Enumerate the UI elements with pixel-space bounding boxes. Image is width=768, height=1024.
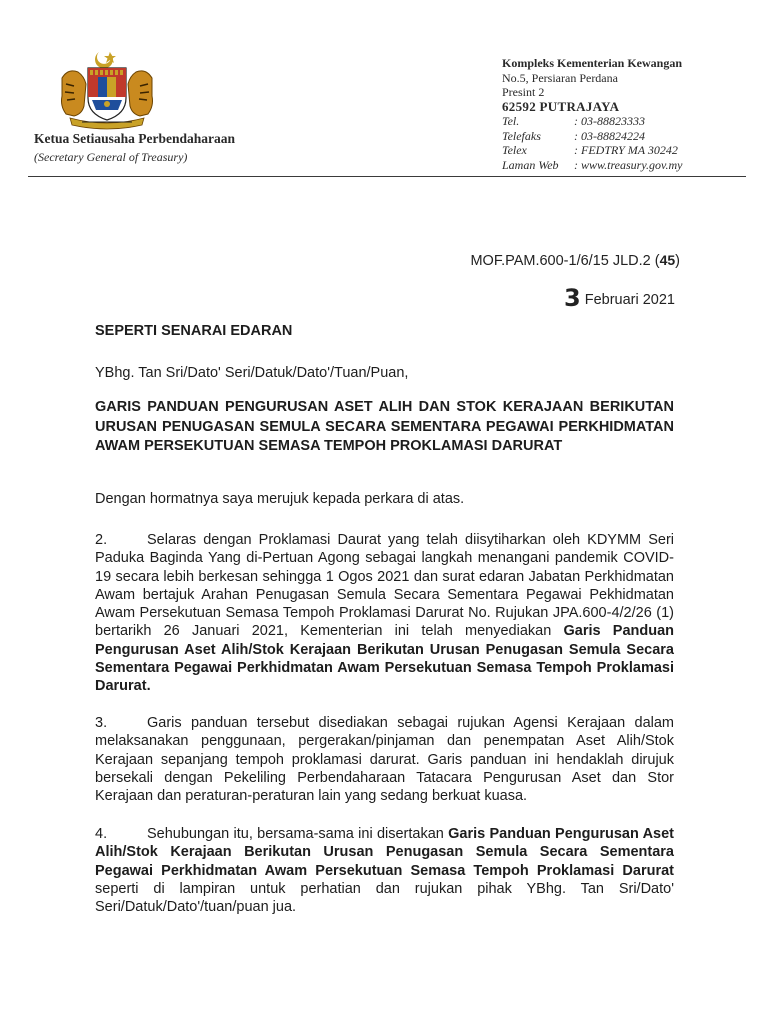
paragraph-number: 3. — [95, 715, 108, 731]
coat-of-arms-icon — [52, 48, 162, 130]
contact-row-tel — [502, 114, 682, 129]
address-line-1: Kompleks Kementerian Kewangan — [502, 56, 682, 70]
salutation: YBhg. Tan Sri/Dato' Seri/Datuk/Dato'/Tuan/Puan, — [95, 365, 409, 381]
address-line-2: No.5, Persiaran Perdana — [502, 70, 618, 85]
reference-prefix: MOF.PAM.600-1/6/15 JLD.2 ( — [470, 253, 660, 269]
recipient: SEPERTI SENARAI EDARAN — [95, 323, 293, 339]
contact-label: Telefaks — [502, 128, 541, 143]
opening-line: Dengan hormatnya saya merujuk kepada perkara di atas. — [95, 491, 465, 507]
contact-label: Telex — [502, 143, 527, 157]
contact-value: : 03-88823333 — [574, 114, 645, 128]
letterhead-divider — [28, 176, 746, 177]
paragraph-3 — [95, 714, 674, 805]
paragraph-bold-text: Garis Panduan Pengurusan Aset Alih/Stok Kerajaan Berikutan Urusan Penugasan Semula Secara Sementara Pegawai Perkhidmatan Awam Persekutuan Semasa Tempoh Proklamasi Darurat — [95, 826, 674, 879]
letterhead-org-name: Ketua Setiausaha Perbendaharaan — [34, 131, 236, 146]
contact-value: : FEDTRY MA 30242 — [574, 143, 678, 157]
paragraph-number: 4. — [95, 826, 108, 842]
contact-label: Tel. — [502, 114, 520, 128]
address-line-3: Presint 2 — [502, 85, 545, 99]
paragraph-2 — [95, 531, 674, 696]
paragraph-text: Selaras dengan Proklamasi Daurat yang telah diisytiharkan oleh KDYMM Seri Paduka Baginda Yang di-Pertuan Agong sebagai langkah menangani pandemik COVID-19 secara lebih berkesan sehingga 1 Ogos 2021 dan surat edaran Jabatan Perkhidmatan Awam bertajuk Arahan Penugasan Semula Secara Sementara Pegawai Pekhidmatan Awam Persekutuan Semasa Tempoh Proklamasi Darurat No. Rujukan JPA.600-4/2/26 (1) bertarikh 26 Januari 2021, Kementerian ini telah menyediakan — [95, 532, 674, 640]
date-day-handwritten: 3 — [564, 284, 581, 312]
paragraph-text: seperti di lampiran untuk perhatian dan rujukan pihak YBhg. Tan Sri/Dato' Seri/Datuk/Dato'/tuan/puan jua. — [95, 880, 674, 916]
reference-handwritten-number: 45 — [659, 252, 676, 268]
date-month-year: Februari 2021 — [584, 292, 675, 308]
paragraph-4 — [95, 825, 674, 916]
contact-label: Laman Web — [502, 157, 559, 172]
paragraph-number: 2. — [95, 532, 108, 548]
address-postcode-city: 62592 PUTRAJAYA — [502, 98, 620, 114]
contact-row-fax — [502, 129, 682, 144]
contact-value: : 03-88824224 — [574, 128, 645, 143]
contact-row-web — [502, 158, 682, 173]
paragraph-text: Sehubungan itu, bersama-sama ini disertakan — [147, 826, 449, 842]
contact-value: : www.treasury.gov.my — [574, 157, 683, 172]
contact-row-telex — [502, 143, 682, 158]
paragraph-bold-text: Garis Panduan Pengurusan Aset Alih/Stok Kerajaan Berikutan Urusan Penugasan Semula Secara Sementara Pegawai Perkhidmatan Awam Persekutuan Semasa Tempoh Proklamasi Darurat. — [95, 623, 675, 695]
subject-heading: GARIS PANDUAN PENGURUSAN ASET ALIH DAN STOK KERAJAAN BERIKUTAN URUSAN PENUGASAN SEMULA SECARA SEMENTARA PEGAWAI PERKHIDMATAN AWAM PERSEKUTUAN SEMASA TEMPOH PROKLAMASI DARURAT — [95, 399, 674, 454]
letter-date — [564, 284, 675, 312]
letterhead-address — [502, 56, 682, 172]
reference-number — [470, 252, 680, 269]
reference-suffix: ) — [675, 253, 680, 269]
letterhead-org-name-en: (Secretary General of Treasury) — [34, 150, 188, 164]
paragraph-text: Garis panduan tersebut disediakan sebagai rujukan Agensi Kerajaan dalam melaksanakan penggunaan, pergerakan/pinjaman dan penempatan Aset Alih/Stok Kerajaan sepanjang tempoh proklamasi darurat. Garis panduan ini hendaklah dirujuk bersekali dengan Pekeliling Perbendaharaan Tatacara Pengurusan Aset dan Stor Kerajaan dan peraturan-peraturan lain yang sedang berkuat kuasa. — [95, 715, 674, 805]
